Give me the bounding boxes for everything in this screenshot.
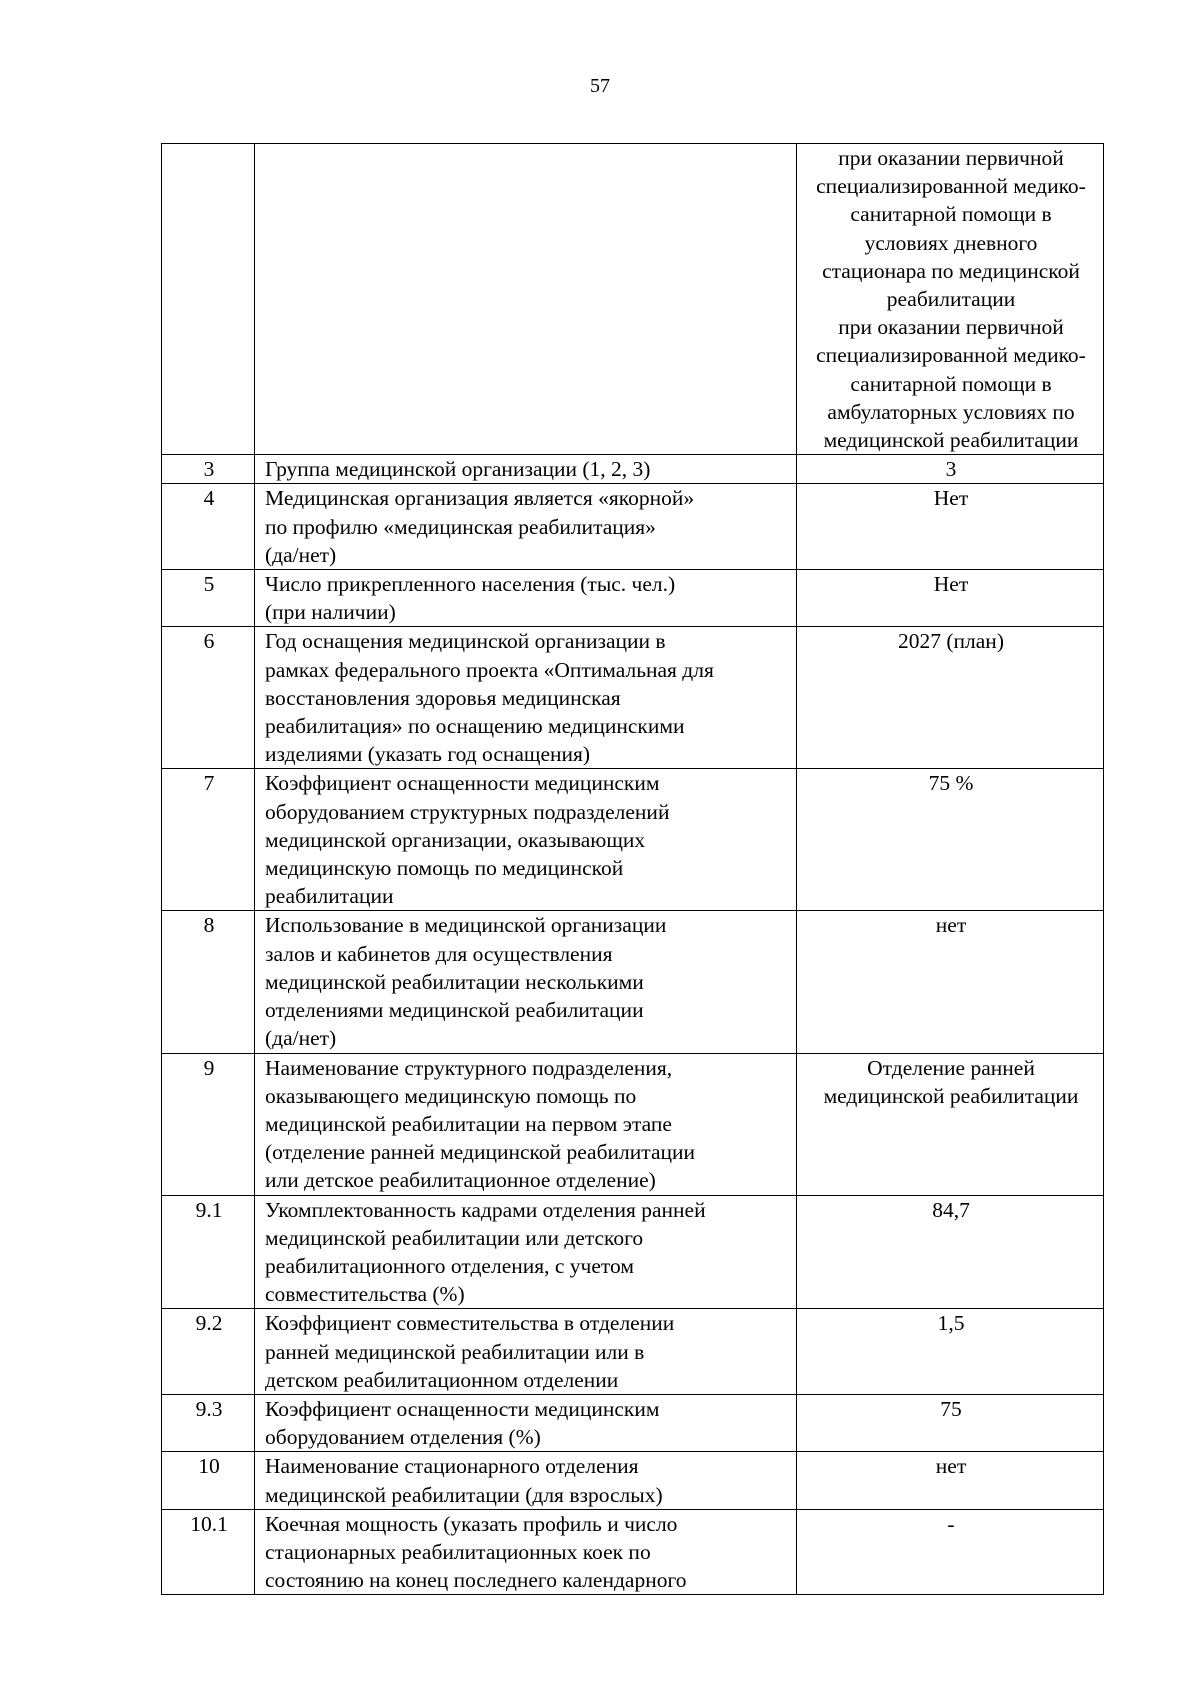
value-line: условиях дневного xyxy=(864,230,1038,255)
name-line: Группа медицинской организации (1, 2, 3) xyxy=(265,457,651,482)
name-line: реабилитация» по оснащению медицинскими xyxy=(265,714,685,739)
name-line: Использование в медицинской организации xyxy=(265,913,667,938)
name-line: медицинской реабилитации (для взрослых) xyxy=(265,1482,663,1507)
name-line: медицинскую помощь по медицинской xyxy=(265,856,624,881)
name-line: Коэффициент оснащенности медицинским xyxy=(265,1396,660,1421)
value-line: Отделение ранней xyxy=(867,1055,1035,1080)
name-line: изделиями (указать год оснащения) xyxy=(265,742,591,767)
indicator-value-cell xyxy=(797,570,1104,627)
indicator-name-cell xyxy=(255,911,797,1053)
row-number-cell: 10.1 xyxy=(162,1509,255,1595)
name-line: совместительства (%) xyxy=(265,1282,465,1307)
table-row xyxy=(162,455,1104,484)
name-line: ранней медицинской реабилитации или в xyxy=(265,1339,645,1364)
row-number-cell: 3 xyxy=(162,455,255,484)
indicator-value-cell xyxy=(797,1509,1104,1595)
value-line: 75 xyxy=(940,1396,962,1421)
name-line: реабилитации xyxy=(265,884,394,909)
name-line: рамках федерального проекта «Оптимальная для xyxy=(265,657,714,682)
value-line: нет xyxy=(935,1454,967,1479)
name-line: Число прикрепленного населения (тыс. чел.) xyxy=(265,572,676,597)
indicator-name-cell xyxy=(255,144,797,455)
name-line: реабилитационного отделения, с учетом xyxy=(265,1253,634,1278)
table-body xyxy=(162,144,1104,1595)
value-line: 3 xyxy=(945,457,957,482)
value-line: амбулаторных условиях по xyxy=(827,399,1075,424)
row-number-cell: 5 xyxy=(162,570,255,627)
name-line: Наименование структурного подразделения, xyxy=(265,1055,673,1080)
value-line: специализированной медико- xyxy=(816,343,1086,368)
table-row xyxy=(162,1394,1104,1451)
indicator-value-cell xyxy=(797,455,1104,484)
name-line: или детское реабилитационное отделение) xyxy=(265,1168,656,1193)
row-number-cell: 9 xyxy=(162,1053,255,1195)
indicator-value-cell xyxy=(797,911,1104,1053)
value-line: 84,7 xyxy=(932,1197,970,1222)
name-line: Укомплектованность кадрами отделения ранней xyxy=(265,1197,706,1222)
indicator-value-cell xyxy=(797,1452,1104,1509)
name-line: (отделение ранней медицинской реабилитации xyxy=(265,1140,695,1165)
table-row xyxy=(162,570,1104,627)
indicator-name-cell xyxy=(255,627,797,769)
page-number: 57 xyxy=(590,75,610,97)
name-line: по профилю «медицинская реабилитация» xyxy=(265,514,656,539)
name-line: состоянию на конец последнего календарного xyxy=(265,1568,687,1593)
table-row xyxy=(162,484,1104,570)
indicator-value-cell xyxy=(797,627,1104,769)
table-row xyxy=(162,1309,1104,1395)
name-line: (при наличии) xyxy=(265,600,396,625)
indicator-name-cell xyxy=(255,1053,797,1195)
row-number-cell: 4 xyxy=(162,484,255,570)
value-line: 1,5 xyxy=(937,1311,965,1336)
value-line: - xyxy=(947,1511,955,1536)
value-line: 75 % xyxy=(928,771,974,796)
name-line: стационарных реабилитационных коек по xyxy=(265,1539,651,1564)
value-line: стационара по медицинской xyxy=(822,258,1080,283)
value-line: медицинской реабилитации xyxy=(823,1083,1079,1108)
indicator-value-cell xyxy=(797,484,1104,570)
indicator-name-cell xyxy=(255,769,797,911)
value-line: при оказании первичной xyxy=(838,146,1064,170)
name-line: Наименование стационарного отделения xyxy=(265,1454,639,1479)
name-line: (да/нет) xyxy=(265,1026,337,1051)
name-line: медицинской реабилитации или детского xyxy=(265,1225,644,1250)
table-row xyxy=(162,769,1104,911)
indicator-name-cell xyxy=(255,1509,797,1595)
name-line: оказывающего медицинскую помощь по xyxy=(265,1083,637,1108)
table-row xyxy=(162,1053,1104,1195)
indicator-value-cell xyxy=(797,1309,1104,1395)
table-row-continuation xyxy=(162,144,1104,455)
row-number-cell: 9.3 xyxy=(162,1394,255,1451)
value-line: реабилитации xyxy=(886,287,1016,312)
name-line: медицинской реабилитации на первом этапе xyxy=(265,1111,672,1136)
value-line: при оказании первичной xyxy=(838,315,1064,340)
row-number-cell: 9.1 xyxy=(162,1195,255,1309)
indicator-value-cell xyxy=(797,1195,1104,1309)
value-line: специализированной медико- xyxy=(816,174,1086,199)
name-line: детском реабилитационном отделении xyxy=(265,1367,619,1392)
row-number-cell: 9.2 xyxy=(162,1309,255,1395)
name-line: Год оснащения медицинской организации в xyxy=(265,629,666,654)
name-line: Коечная мощность (указать профиль и число xyxy=(265,1511,678,1536)
indicator-value-cell xyxy=(797,144,1104,455)
row-number-cell: 8 xyxy=(162,911,255,1053)
indicator-name-cell xyxy=(255,1195,797,1309)
name-line: Коэффициент оснащенности медицинским xyxy=(265,771,660,796)
value-line: медицинской реабилитации xyxy=(823,428,1079,453)
row-number-cell xyxy=(162,144,255,455)
table-row xyxy=(162,627,1104,769)
name-line: (да/нет) xyxy=(265,542,337,567)
indicator-name-cell xyxy=(255,1452,797,1509)
indicator-name-cell xyxy=(255,1309,797,1395)
indicator-name-cell xyxy=(255,570,797,627)
name-line: восстановления здоровья медицинская xyxy=(265,685,621,710)
indicator-name-cell xyxy=(255,484,797,570)
indicator-value-cell xyxy=(797,1053,1104,1195)
name-line: Коэффициент совместительства в отделении xyxy=(265,1311,675,1336)
indicators-table xyxy=(161,143,1104,1595)
value-line: нет xyxy=(935,913,967,938)
indicator-name-cell xyxy=(255,1394,797,1451)
value-line: 2027 (план) xyxy=(898,629,1004,654)
name-line: медицинской организации, оказывающих xyxy=(265,827,646,852)
table-row xyxy=(162,1452,1104,1509)
row-number-cell: 7 xyxy=(162,769,255,911)
indicator-name-cell xyxy=(255,455,797,484)
name-line: залов и кабинетов для осуществления xyxy=(265,941,613,966)
name-line: отделениями медицинской реабилитации xyxy=(265,998,644,1023)
table-row xyxy=(162,1509,1104,1595)
name-line: оборудованием отделения (%) xyxy=(265,1425,541,1450)
value-line: Нет xyxy=(933,572,969,597)
value-line: санитарной помощи в xyxy=(850,371,1052,396)
row-number-cell: 6 xyxy=(162,627,255,769)
indicator-value-cell xyxy=(797,1394,1104,1451)
table-row xyxy=(162,1195,1104,1309)
indicator-value-cell xyxy=(797,769,1104,911)
table-row xyxy=(162,911,1104,1053)
name-line: оборудованием структурных подразделений xyxy=(265,799,670,824)
value-line: санитарной помощи в xyxy=(850,202,1052,227)
value-line: Нет xyxy=(933,486,969,511)
name-line: медицинской реабилитации несколькими xyxy=(265,969,644,994)
name-line: Медицинская организация является «якорной» xyxy=(265,486,695,511)
row-number-cell: 10 xyxy=(162,1452,255,1509)
